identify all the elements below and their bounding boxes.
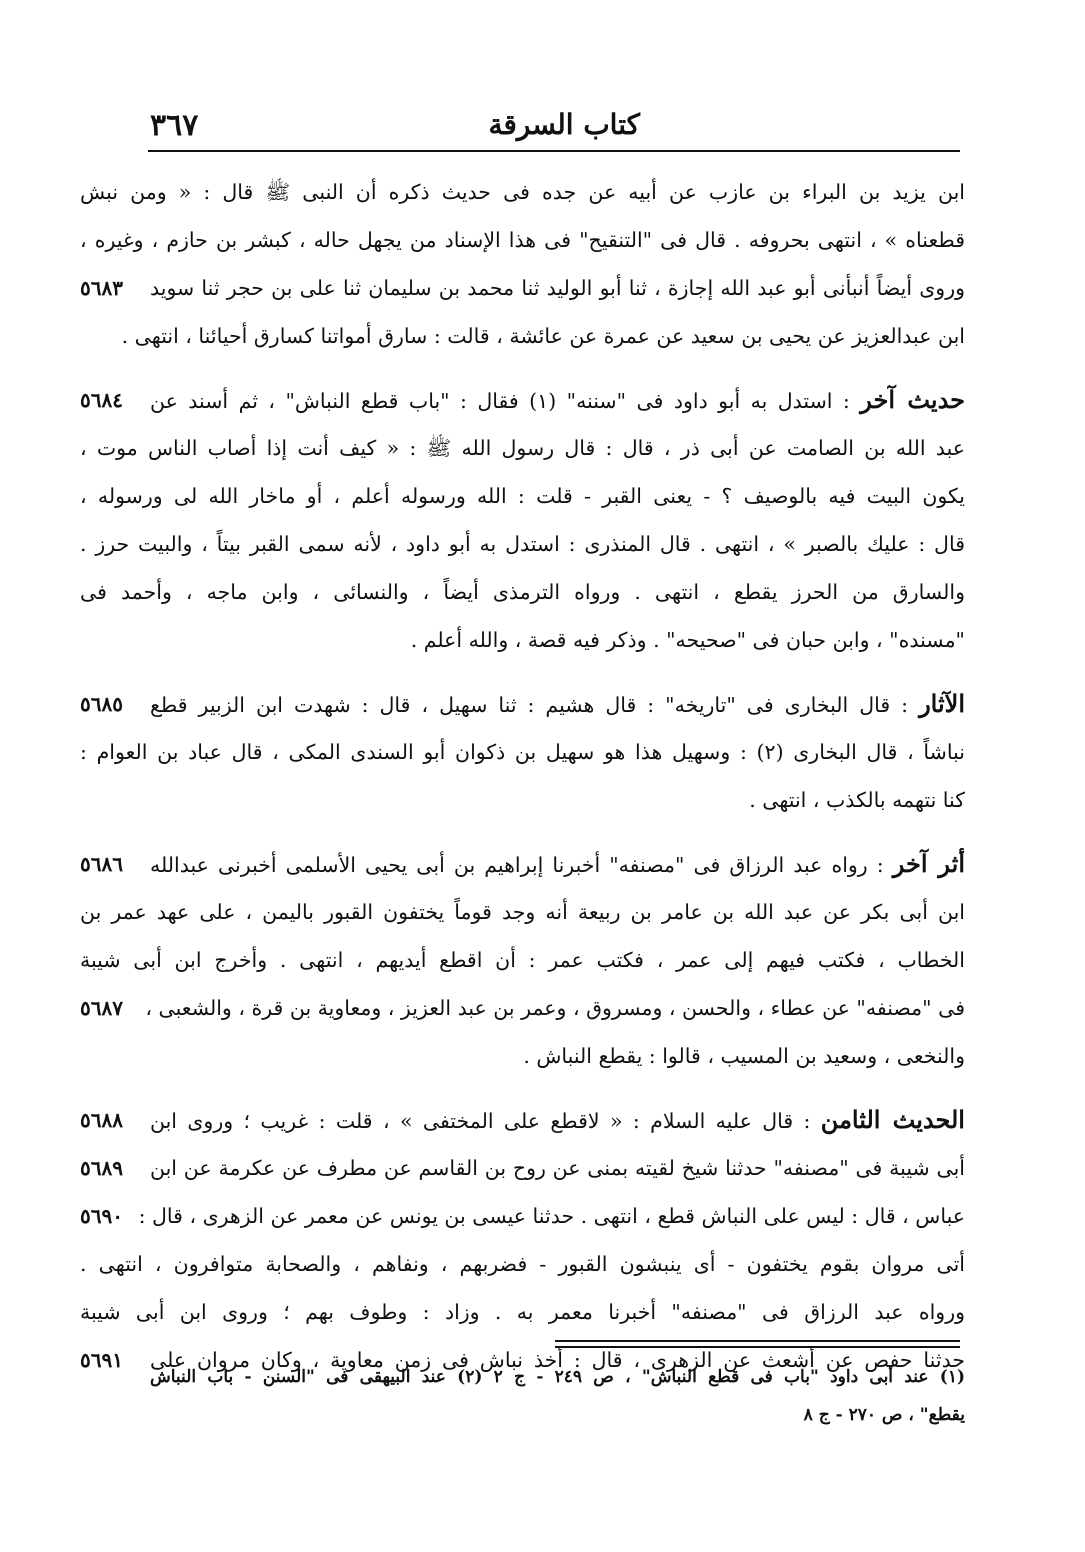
line-text: عباس ، قال : ليس على النباش قطع ، انتهى . حدثنا عيسى بن يونس عن معمر عن الزهرى ، قال : <box>138 1204 965 1228</box>
paragraph <box>80 376 965 664</box>
text-line <box>80 1032 965 1080</box>
line-text <box>150 1096 965 1144</box>
footnotes <box>150 1358 965 1434</box>
line-text: قطعناه » ، انتهى بحروفه . قال فى "التنقيح" فى هذا الإسناد من يجهل حاله ، كبشر بن حازم ، وغيره ، <box>80 228 965 252</box>
line-text: عبد الله بن الصامت عن أبى ذر ، قال : قال رسول الله ﷺ : « كيف أنت إذا أصاب الناس موت ، <box>80 436 965 460</box>
hadith-number: ٥٦٩١ <box>80 1348 123 1372</box>
main-text <box>80 168 965 1400</box>
footnote-line: (١) عند أبى داود "باب فى قطع النباش" ، ص ٢٤٩ - ج ٢ (٢) عند البيهقى فى "السنن - باب النباش <box>150 1367 965 1387</box>
line-text: ورواه عبد الرزاق فى "مصنفه" أخبرنا معمر به . وزاد : وطوف بهم ؛ وروى ابن أبى شيبة <box>80 1300 965 1324</box>
text-line <box>80 728 965 776</box>
text-line <box>80 888 965 936</box>
line-text: يكون البيت فيه بالوصيف ؟ - يعنى القبر - قلت : الله ورسوله أعلم ، أو ماخار الله لى ورسوله ، <box>80 484 965 508</box>
hadith-number: ٥٦٨٤ <box>80 388 123 412</box>
hadith-number: ٥٦٨٥ <box>80 692 123 716</box>
line-text: الخطاب ، فكتب فيهم إلى عمر ، فكتب عمر : أن اقطع أيديهم ، انتهى . وأخرج ابن أبى شيبة <box>80 948 965 972</box>
text-line <box>80 840 965 888</box>
page-header <box>150 108 960 148</box>
hadith-number: ٥٦٨٦ <box>80 852 123 876</box>
line-text-rest: : استدل به أبو داود فى "سننه" (١) فقال : "باب قطع النباش" ، ثم أسند عن <box>150 389 861 413</box>
line-text: أتى مروان بقوم يختفون - أى ينبشون القبور - فضربهم ، ونفاهم ، والصحابة متوافرون ، انتهى . <box>80 1252 965 1276</box>
line-text-rest: : قال البخارى فى "تاريخه" : قال هشيم : ثنا سهيل ، قال : شهدت ابن الزبير قطع <box>150 693 920 717</box>
text-line <box>80 472 965 520</box>
footnote-rule <box>555 1340 960 1342</box>
paragraph <box>80 680 965 824</box>
line-text: "مسنده" ، وابن حبان فى "صحيحه" . وذكر فيه قصة ، والله أعلم . <box>410 628 965 652</box>
hadith-number: ٥٦٩٠ <box>80 1204 123 1228</box>
text-line <box>80 1192 965 1240</box>
hadith-number: ٥٦٨٣ <box>80 276 123 300</box>
line-text <box>150 376 965 424</box>
line-text <box>150 840 965 888</box>
text-line <box>80 680 965 728</box>
hadith-number: ٥٦٨٨ <box>80 1108 123 1132</box>
section-heading: أثر آخر <box>892 849 965 878</box>
text-line <box>80 376 965 424</box>
text-line <box>80 168 965 216</box>
text-line <box>80 264 965 312</box>
text-line <box>80 424 965 472</box>
paragraph <box>80 840 965 1080</box>
chapter-title: كتاب السرقة <box>488 108 640 141</box>
line-text-rest: : رواه عبد الرزاق فى "مصنفه" أخبرنا إبراهيم بن أبى يحيى الأسلمى أخبرنى عبدالله <box>150 853 893 877</box>
text-line <box>80 1144 965 1192</box>
header-rule <box>148 150 960 152</box>
section-heading: الآثار <box>919 689 965 718</box>
line-text: حدثنا حفص عن أشعث عن الزهرى ، قال : أخذ نباش فى زمن معاوية ، وكان مروان على <box>150 1348 965 1372</box>
text-line <box>80 520 965 568</box>
line-text-rest: : قال عليه السلام : « لاقطع على المختفى » ، قلت : غريب ؛ وروى ابن <box>150 1109 821 1133</box>
line-text: ابن يزيد بن البراء بن عازب عن أبيه عن جده فى حديث ذكره أن النبى ﷺ قال : « ومن نبش <box>80 180 965 204</box>
text-line <box>80 1288 965 1336</box>
text-line <box>80 616 965 664</box>
line-text <box>150 680 965 728</box>
text-line <box>80 216 965 264</box>
line-text: فى "مصنفه" عن عطاء ، والحسن ، ومسروق ، وعمر بن عبد العزيز ، ومعاوية بن قرة ، والشعبى ، <box>145 996 965 1020</box>
text-line <box>80 776 965 824</box>
line-text: والنخعى ، وسعيد بن المسيب ، قالوا : يقطع النباش . <box>523 1044 965 1068</box>
section-heading: حديث آخر <box>860 385 965 414</box>
line-text: نباشاً ، قال البخارى (٢) : وسهيل هذا هو سهيل بن ذكوان أبو السندى المكى ، قال عباد بن العوام : <box>80 740 965 764</box>
line-text: ابن عبدالعزيز عن يحيى بن سعيد عن عمرة عن عائشة ، قالت : سارق أمواتنا كسارق أحيائنا ، انتهى . <box>121 324 965 348</box>
hadith-number: ٥٦٨٩ <box>80 1156 123 1180</box>
text-line <box>80 1096 965 1144</box>
page-number: ٣٦٧ <box>150 108 199 143</box>
line-text: وروى أيضاً أنبأنى أبو عبد الله إجازة ، ثنا أبو الوليد ثنا محمد بن سليمان ثنا على بن حجر ثنا سويد <box>150 276 965 300</box>
line-text: والسارق من الحرز يقطع ، انتهى . ورواه الترمذى أيضاً ، والنسائى ، وابن ماجه ، وأحمد فى <box>80 580 965 604</box>
hadith-number: ٥٦٨٧ <box>80 996 123 1020</box>
text-line <box>80 312 965 360</box>
line-text: كنا نتهمه بالكذب ، انتهى . <box>749 788 965 812</box>
footnote-line: يقطع" ، ص ٢٧٠ - ج ٨ <box>803 1405 965 1425</box>
paragraph <box>80 168 965 360</box>
footnote-rule <box>555 1346 960 1348</box>
line-text: ابن أبى بكر عن عبد الله بن عامر بن ربيعة أنه وجد قوماً يختفون القبور باليمن ، على عهد عمر بن <box>80 900 965 924</box>
section-heading: الحديث الثامن <box>820 1105 965 1134</box>
text-line <box>80 1240 965 1288</box>
text-line <box>80 568 965 616</box>
line-text: قال : عليك بالصبر » ، انتهى . قال المنذرى : استدل به أبو داود ، لأنه سمى القبر بيتاً ، والبيت حرز . <box>80 532 965 556</box>
text-line <box>80 936 965 984</box>
line-text: أبى شيبة فى "مصنفه" حدثنا شيخ لقيته بمنى عن روح بن القاسم عن مطرف عن عكرمة عن ابن <box>150 1156 965 1180</box>
text-line <box>80 984 965 1032</box>
